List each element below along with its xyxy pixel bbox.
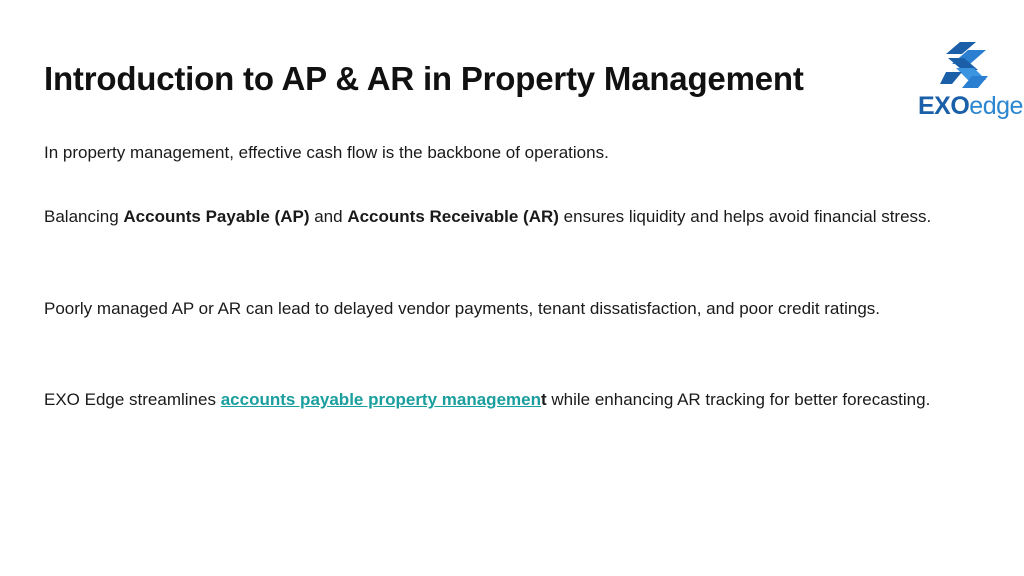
p2-bold-ap: Accounts Payable (AP) <box>123 207 310 226</box>
logo-text-bold: EXO <box>918 92 970 120</box>
p4-pre: EXO Edge streamlines <box>44 390 221 409</box>
paragraph-balancing <box>44 204 974 229</box>
logo-text-light: edge <box>969 92 1023 120</box>
exoedge-logo-mark-icon <box>918 38 1020 94</box>
paragraph-exo-edge <box>44 387 974 412</box>
exoedge-logo <box>918 38 1023 128</box>
p2-mid: and <box>309 207 348 226</box>
slide-title: Introduction to AP & AR in Property Management <box>44 60 804 97</box>
p4-post: while enhancing AR tracking for better forecasting. <box>546 390 931 409</box>
paragraph-poorly-managed: Poorly managed AP or AR can lead to delayed vendor payments, tenant dissatisfaction, and poor credit ratings. <box>44 299 881 318</box>
paragraph-cash-flow: In property management, effective cash flow is the backbone of operations. <box>44 143 609 162</box>
accounts-payable-link[interactable]: accounts payable property managemen <box>220 390 541 409</box>
p2-pre: Balancing <box>44 207 124 226</box>
p4-link-tail: t <box>540 390 547 409</box>
logo-wordmark <box>918 92 1023 121</box>
p2-post: ensures liquidity and helps avoid financial stress. <box>558 207 932 226</box>
p2-bold-ar: Accounts Receivable (AR) <box>347 207 559 226</box>
